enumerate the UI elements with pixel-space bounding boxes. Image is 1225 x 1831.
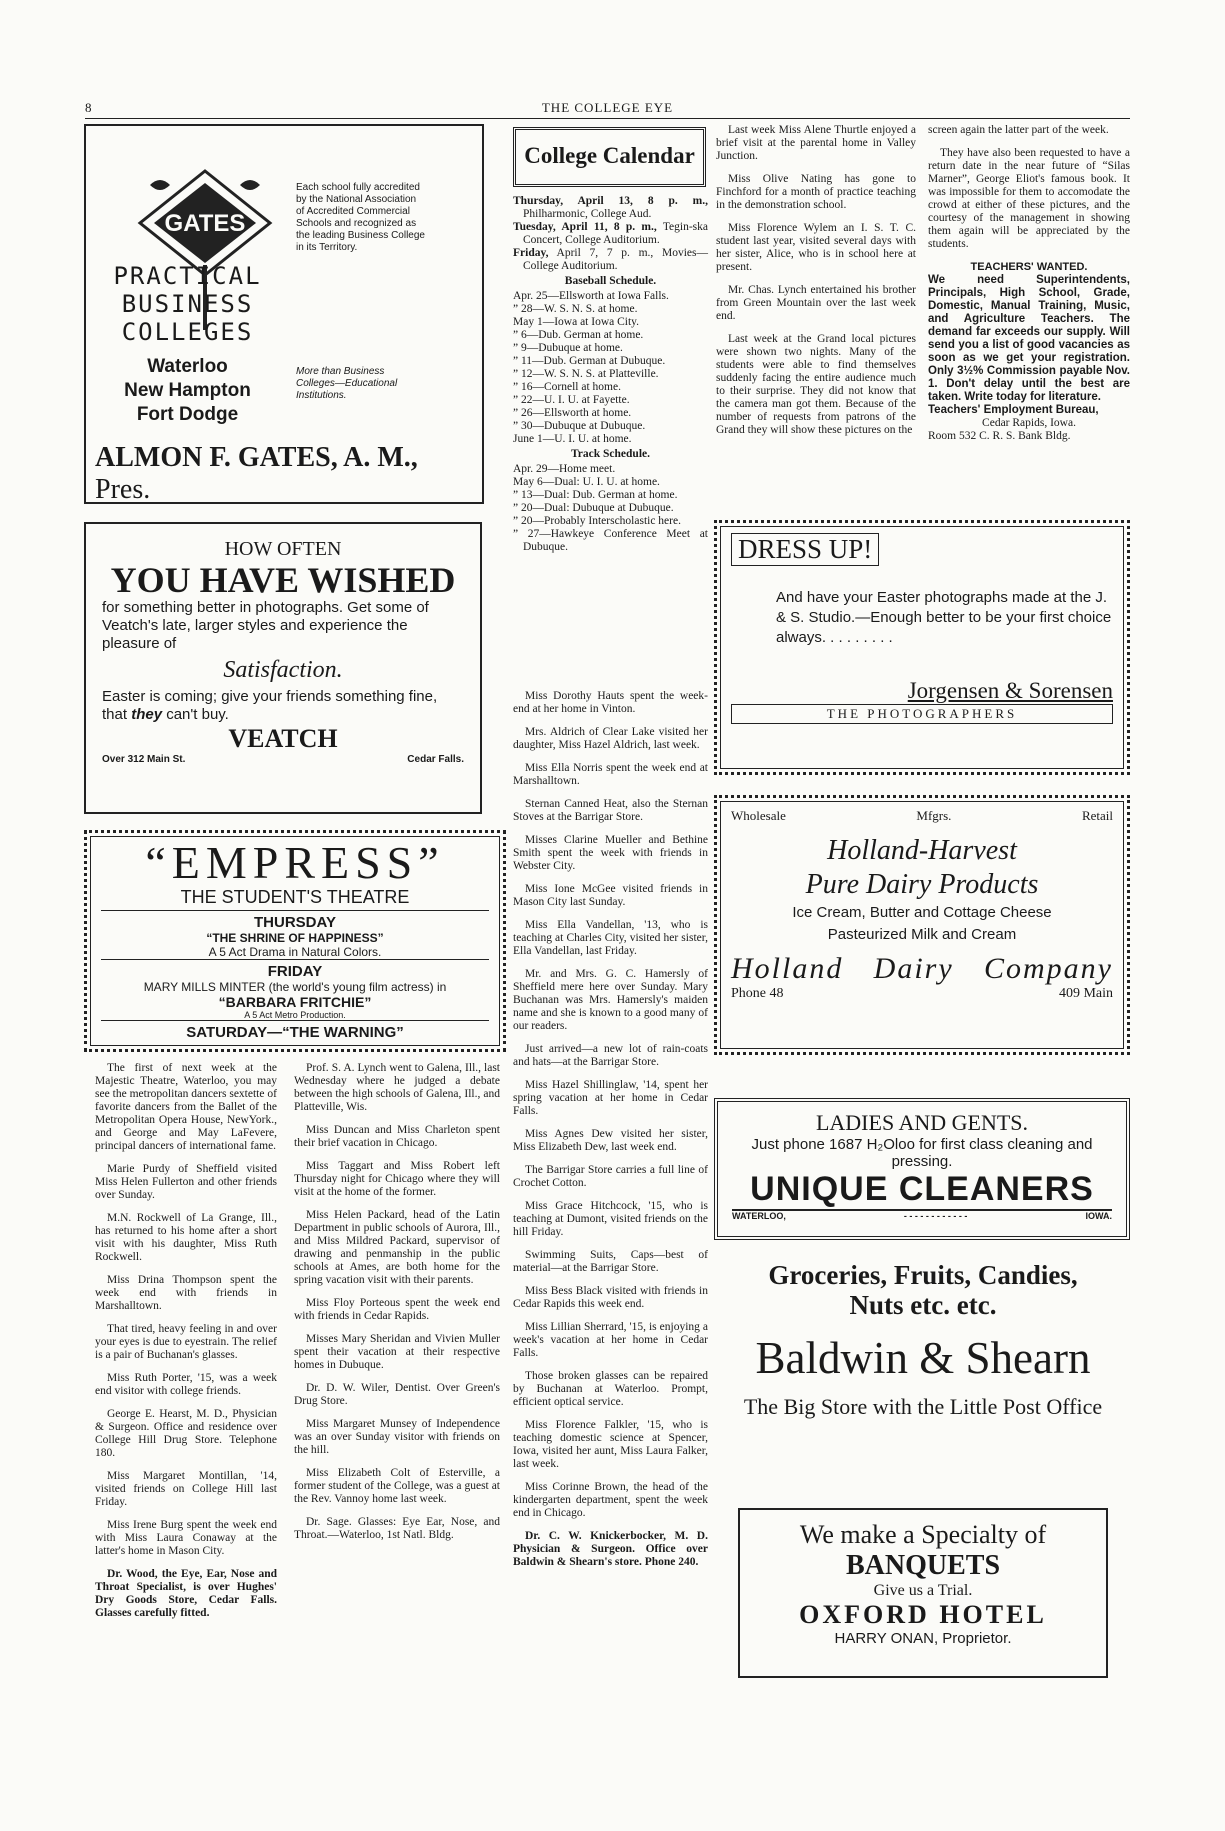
veatch-easter-b: they <box>131 706 163 723</box>
veatch-easter-a: Easter is coming; give your friends something fine, that <box>102 688 438 723</box>
wood-ad: Dr. Wood, the Eye, Ear, Nose and Throat Specialist, is over Hughes' Dry Goods Store, Cedar Falls. Glasses carefully fitted. <box>95 1568 277 1619</box>
news-item: Miss Drina Thompson spent the week end with friends in Marshalltown. <box>95 1274 277 1312</box>
news-item: Misses Clarine Mueller and Bethine Smith spent the week with friends in Webster City. <box>513 834 708 872</box>
empress-ad <box>84 830 506 1052</box>
baseball-game: ” 16—Cornell at home. <box>513 381 621 393</box>
dress-up-ad <box>714 520 1130 775</box>
calendar-column <box>513 195 708 554</box>
gates-president-name: ALMON F. GATES, A. M., <box>95 442 418 473</box>
holland-name-1: Holland-Harvest <box>827 835 1017 866</box>
oxford-hotel-ad <box>738 1508 1108 1678</box>
news-item: Misses Mary Sheridan and Vivien Muller spent their vacation at their respective homes in Dubuque. <box>294 1333 500 1371</box>
news-item: Miss Agnes Dew visited her sister, Miss Elizabeth Dew, last week end. <box>513 1128 708 1153</box>
news-item: Miss Margaret Montillan, '14, visited friends on College Hill last Friday. <box>95 1470 277 1508</box>
calendar-entry <box>513 195 708 221</box>
track-meet: May 6—Dual: U. I. U. at home. <box>513 476 660 488</box>
oxford-line-2: BANQUETS <box>845 1550 1001 1581</box>
holland-bottom-row <box>731 986 1113 1002</box>
track-heading: Track Schedule. <box>570 448 650 460</box>
dress-up-title: DRESS UP! <box>731 533 879 566</box>
veatch-ad <box>84 522 482 814</box>
page-number: 8 <box>85 100 92 115</box>
news-item: Miss Grace Hitchcock, '15, who is teaching at Dumont, visited friends on the hill Friday. <box>513 1200 708 1238</box>
news-item: Miss Floy Porteous spent the week end with friends in Cedar Rapids. <box>294 1297 500 1322</box>
baldwin-line-1: Groceries, Fruits, Candies, <box>768 1260 1078 1290</box>
veatch-headline-1: HOW OFTEN <box>224 538 342 560</box>
baldwin-line-3: The Big Store with the Little Post Office <box>743 1394 1103 1419</box>
baseball-game: May 1—Iowa at Iowa City. <box>513 316 640 328</box>
gates-president <box>95 442 475 506</box>
holland-line-1: Ice Cream, Butter and Cottage Cheese <box>792 904 1052 921</box>
holland-line-2: Pasteurized Milk and Cream <box>827 926 1017 943</box>
news-item: Swimming Suits, Caps—best of material—at the Barrigar Store. <box>513 1249 708 1274</box>
column-1-bottom <box>95 1062 277 1630</box>
teachers-company: Teachers' Employment Bureau, <box>928 404 1099 416</box>
track-meet: Apr. 29—Home meet. <box>513 463 616 475</box>
news-item: Prof. S. A. Lynch went to Galena, Ill., last Wednesday where he judged a debate between the high schools of Galena, Ill., and Platteville, Wis. <box>294 1062 500 1113</box>
gates-accreditation-note: Each school fully accredited by the National Association of Accredited Commercial Schools and recognized as the leading Business College in its Territory. <box>296 182 425 253</box>
unique-cleaners-ad <box>714 1098 1130 1240</box>
column-5-top <box>928 124 1130 443</box>
cleaners-dashes: - - - - - - - - - - - - <box>903 1211 968 1221</box>
cleaners-state: IOWA. <box>1085 1211 1112 1221</box>
track-meet: ” 27—Hawkeye Conference Meet at Dubuque. <box>513 528 708 553</box>
news-item: Miss Bess Black visited with friends in Cedar Rapids this week end. <box>513 1285 708 1310</box>
empress-show-2: “BARBARA FRITCHIE” <box>218 994 372 1010</box>
calendar-entry <box>513 247 708 273</box>
track-meet: ” 20—Probably Interscholastic here. <box>513 515 681 527</box>
news-item: The first of next week at the Majestic Theatre, Waterloo, you may see the metropolitan dancers sextette of favorite dancers from the Ballet of the Metropolitan Opera House, NewYork., and George and May LaFevere, principal dancers of international fame. <box>95 1062 277 1152</box>
news-item: Those broken glasses can be repaired by Buchanan at Waterloo. Prompt, efficient optical service. <box>513 1370 708 1408</box>
news-item: Miss Ione McGee visited friends in Mason City last Sunday. <box>513 883 708 908</box>
news-item: Miss Irene Burg spent the week end with Miss Laura Conaway at the latter's home in Mason City. <box>95 1519 277 1557</box>
veatch-footer <box>102 754 464 765</box>
news-item: Last week Miss Alene Thurtle enjoyed a brief visit at the parental home in Valley Junction. <box>716 124 916 162</box>
calendar-date: Thursday, April 13, 8 p. m., <box>513 195 708 207</box>
header-rule <box>85 118 1130 119</box>
oxford-name: OXFORD HOTEL <box>799 1600 1047 1629</box>
news-item: Miss Dorothy Hauts spent the week-end at her home in Vinton. <box>513 690 708 715</box>
news-item: Miss Corinne Brown, the head of the kindergarten department, spent the week end in Chicago. <box>513 1481 708 1519</box>
dress-up-body: And have your Easter photographs made at the J. & S. Studio.—Enough better to be your first choice always. . . . . . . . . <box>776 589 1112 646</box>
holland-mfgrs: Mfgrs. <box>916 808 952 823</box>
cleaners-line-1: LADIES AND GENTS. <box>815 1110 1029 1135</box>
news-item: Mr. and Mrs. G. C. Hamersly of Sheffield mere here over Sunday. Mary Buchanan was Mrs. Hamersly's maiden name and she is known to a good many of our readers. <box>513 968 708 1032</box>
news-item: They have also been requested to have a return date in the near future of “Silas Marner”, George Eliot's famous book. It was impossible for them to accomodate the crowd at either of these pictures, and the courtesy of the management in showing them again will be appreciated by the students. <box>928 147 1130 250</box>
holland-company-c: Company <box>984 952 1113 985</box>
baseball-game: ” 28—W. S. N. S. at home. <box>513 303 638 315</box>
news-item: Miss Helen Packard, head of the Latin Department in public schools of Aurora, Ill., and Miss Mildred Packard, supervisor of drawing and penmanship in the public schools at Ames, are both home for the spring vacation visit with their parents. <box>294 1209 500 1286</box>
news-item: Just arrived—a new lot of rain-coats and hats—at the Barrigar Store. <box>513 1043 708 1068</box>
news-item: Dr. Sage. Glasses: Eye Ear, Nose, and Throat.—Waterloo, 1st Natl. Bldg. <box>294 1516 500 1541</box>
veatch-easter-c: can't buy. <box>166 706 229 723</box>
news-item: Miss Duncan and Miss Charleton spent their brief vacation in Chicago. <box>294 1124 500 1149</box>
baseball-game: Apr. 25—Ellsworth at Iowa Falls. <box>513 290 669 302</box>
empress-day-3: SATURDAY—“THE WARNING” <box>186 1024 404 1041</box>
veatch-address: Over 312 Main St. <box>102 754 186 765</box>
calendar-heading: College Calendar <box>513 127 706 187</box>
cleaners-footer <box>732 1211 1112 1221</box>
gates-city: New Hampton <box>124 380 251 401</box>
calendar-date: Friday, <box>513 247 549 259</box>
empress-show-1: “THE SHRINE OF HAPPINESS” <box>206 931 384 945</box>
news-item: Miss Taggart and Miss Robert left Thursday night for Chicago where they will visit at the home of the former. <box>294 1160 500 1198</box>
news-item: Miss Lillian Sherrard, '15, is enjoying a week's vacation at her home in Cedar Falls. <box>513 1321 708 1359</box>
veatch-headline-2: YOU HAVE WISHED <box>110 560 456 600</box>
holland-name-2: Pure Dairy Products <box>805 869 1039 900</box>
gates-institutions-note: More than Business Colleges—Educational Institutions. <box>296 366 398 401</box>
dress-up-tagline: THE PHOTOGRAPHERS <box>731 704 1113 724</box>
baldwin-shearn-ad <box>738 1260 1108 1500</box>
holland-company-b: Dairy <box>873 952 954 985</box>
gates-logo-line-2: BUSINESS <box>121 290 254 318</box>
calendar-entry <box>513 221 708 247</box>
calendar-text: Tegin-ska Concert, College Auditorium. <box>523 221 708 246</box>
baseball-game: ” 22—U. I. U. at Fayette. <box>513 394 630 406</box>
news-item: screen again the latter part of the week. <box>928 124 1109 136</box>
news-item: Dr. D. W. Wiler, Dentist. Over Green's Drug Store. <box>294 1382 500 1407</box>
baseball-game: ” 9—Dubuque at home. <box>513 342 623 354</box>
calendar-text: Philharmonic, College Aud. <box>523 208 652 220</box>
oxford-owner: HARRY ONAN, Proprietor. <box>834 1630 1012 1647</box>
holland-address: 409 Main <box>1058 986 1113 1001</box>
baseball-game: ” 12—W. S. N. S. at Platteville. <box>513 368 659 380</box>
column-3-lower <box>513 690 708 1579</box>
news-item: Miss Ella Vandellan, '13, who is teaching at Charles City, visited her sister, Ella Vandellan, last Friday. <box>513 919 708 957</box>
empress-show-1-note: A 5 Act Drama in Natural Colors. <box>101 945 489 960</box>
empress-show-2-note: A 5 Act Metro Production. <box>101 1010 489 1021</box>
cleaners-name: UNIQUE CLEANERS <box>732 1170 1112 1211</box>
news-item: Miss Ruth Porter, '15, was a week end visitor with college friends. <box>95 1372 277 1397</box>
holland-wholesale: Wholesale <box>731 808 786 823</box>
holland-phone: Phone 48 <box>731 986 784 1001</box>
baldwin-line-2: Nuts etc. etc. <box>849 1290 997 1320</box>
baseball-heading: Baseball Schedule. <box>564 275 657 287</box>
gates-logo-line-1: PRACTICAL <box>113 262 262 290</box>
news-item: Sternan Canned Heat, also the Sternan Stoves at the Barrigar Store. <box>513 798 708 823</box>
baseball-game: ” 11—Dub. German at Dubuque. <box>513 355 666 367</box>
news-item: That tired, heavy feeling in and over your eyes is due to eyestrain. The relief is a pair of Buchanan's glasses. <box>95 1323 277 1361</box>
news-item: Miss Elizabeth Colt of Esterville, a former student of the College, was a guest at the Rev. Vannoy home last week. <box>294 1467 500 1505</box>
empress-title: “EMPRESS” <box>145 837 445 888</box>
news-item: Miss Florence Falkler, '15, who is teaching domestic science at Spencer, Iowa, visited her aunt, Miss Laura Falker, last week. <box>513 1419 708 1470</box>
column-2-bottom <box>294 1062 500 1552</box>
news-item: Miss Florence Wylem an I. S. T. C. student last year, visited several days with her sister, Alice, who is in school here at present. <box>716 222 916 273</box>
news-item: Miss Olive Nating has gone to Finchford for a month of practice teaching in the demonstration school. <box>716 173 916 211</box>
gates-president-title: Pres. <box>95 474 151 505</box>
veatch-satisfaction: Satisfaction. <box>223 657 343 683</box>
gates-city: Fort Dodge <box>136 404 239 425</box>
news-item: Miss Ella Norris spent the week end at Marshalltown. <box>513 762 708 787</box>
news-item: George E. Hearst, M. D., Physician & Surgeon. Office and residence over College Hill Drug Store. Telephone 180. <box>95 1408 277 1459</box>
veatch-name: VEATCH <box>228 724 338 753</box>
baseball-game: ” 26—Ellsworth at home. <box>513 407 632 419</box>
gates-logo-lines <box>95 262 280 346</box>
holland-company <box>731 952 1113 986</box>
news-item: Last week at the Grand local pictures were shown two nights. Many of the students were able to find themselves suddenly facing the entire audience much to their surprise. They did not know that the camera man got them. Because of the number of requests from patrons of the Grand they will show these pictures on the <box>716 333 916 436</box>
news-item: The Barrigar Store carries a full line of Crochet Cotton. <box>513 1164 708 1189</box>
gates-logo-word: GATES <box>164 210 246 237</box>
veatch-easter-line <box>102 688 464 724</box>
news-item: Mr. Chas. Lynch entertained his brother from Green Mountain over the last week end. <box>716 284 916 322</box>
holland-retail: Retail <box>1081 808 1113 823</box>
newspaper-title: THE COLLEGE EYE <box>541 100 674 115</box>
empress-day-1: THURSDAY <box>254 914 336 931</box>
track-meet: ” 13—Dual: Dub. German at home. <box>513 489 678 501</box>
calendar-text: April 7, 7 p. m., Movies—College Auditorium. <box>523 247 708 272</box>
oxford-line-3: Give us a Trial. <box>873 1582 973 1599</box>
cleaners-city: WATERLOO, <box>732 1211 786 1221</box>
baseball-game: ” 30—Dubuque at Dubuque. <box>513 420 646 432</box>
calendar-date: Tuesday, April 11, 8 p. m., <box>513 221 657 233</box>
gates-logo-line-3: COLLEGES <box>121 318 254 346</box>
page-header <box>85 100 1130 118</box>
oxford-line-1: We make a Specialty of <box>799 1520 1047 1549</box>
empress-subtitle: THE STUDENT'S THEATRE <box>101 887 489 911</box>
veatch-body: for something better in photographs. Get some of Veatch's late, larger styles and experience the pleasure of <box>102 599 429 652</box>
news-item: Miss Hazel Shillinglaw, '14, spent her spring vacation at her home in Cedar Falls. <box>513 1079 708 1117</box>
news-item: Marie Purdy of Sheffield visited Miss Helen Fullerton and other friends over Sunday. <box>95 1163 277 1201</box>
teachers-city: Cedar Rapids, Iowa. <box>982 417 1076 429</box>
veatch-city: Cedar Falls. <box>407 754 464 765</box>
empress-show-2-line: MARY MILLS MINTER (the world's young film actress) in <box>143 980 447 994</box>
baseball-game: June 1—U. I. U. at home. <box>513 433 632 445</box>
holland-top-row <box>731 808 1113 824</box>
holland-company-a: Holland <box>731 952 844 985</box>
dress-up-company: Jorgensen & Sorensen <box>907 678 1113 703</box>
teachers-body: We need Superintendents, Principals, High School, Grade, Domestic, Manual Training, Music, and Agriculture Teachers. The demand far exceeds our supply. Will send you a list of good vacancies as soon as we get your registration. Only 3½% Commission payable Nov. 1. Don't delay until the best are taken. Write today for literature. <box>928 274 1130 403</box>
news-item: Mrs. Aldrich of Clear Lake visited her daughter, Miss Hazel Aldrich, last week. <box>513 726 708 751</box>
baseball-game: ” 6—Dub. German at home. <box>513 329 644 341</box>
teachers-address: Room 532 C. R. S. Bank Bldg. <box>928 430 1071 442</box>
cleaners-line-2: Just phone 1687 H₂Oloo for first class cleaning and pressing. <box>751 1136 1093 1170</box>
empress-day-2: FRIDAY <box>267 963 323 980</box>
gates-cities <box>95 355 280 427</box>
teachers-heading: TEACHERS' WANTED. <box>970 261 1088 273</box>
holland-dairy-ad <box>714 795 1130 1055</box>
baldwin-name: Baldwin & Shearn <box>755 1333 1091 1383</box>
knickerbocker-ad: Dr. C. W. Knickerbocker, M. D. Physician & Surgeon. Office over Baldwin & Shearn's store. Phone 240. <box>513 1530 708 1568</box>
gates-city: Waterloo <box>147 356 228 377</box>
news-item: M.N. Rockwell of La Grange, Ill., has returned to his home after a short visit with his daughter, Miss Ruth Rockwell. <box>95 1212 277 1263</box>
track-meet: ” 20—Dual: Dubuque at Dubuque. <box>513 502 674 514</box>
column-4-top <box>716 124 916 447</box>
news-item: Miss Margaret Munsey of Independence was an over Sunday visitor with friends on the hill. <box>294 1418 500 1456</box>
